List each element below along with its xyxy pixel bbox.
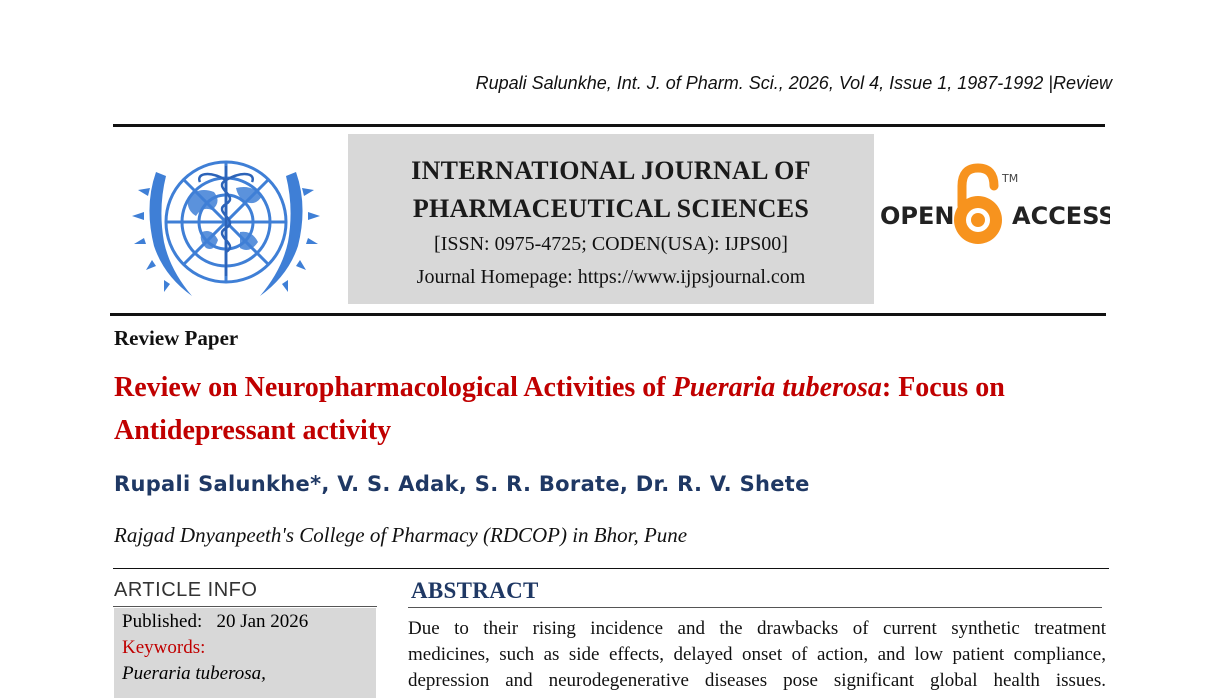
top-rule <box>113 124 1105 127</box>
title-species-name: Pueraria tuberosa <box>672 372 882 403</box>
paper-type-label: Review Paper <box>114 326 239 350</box>
published-row <box>122 609 368 635</box>
title-part1: Review on Neuropharmacological Activities of <box>114 372 673 403</box>
abstract-underline <box>408 607 1102 608</box>
journal-name <box>348 152 874 228</box>
keyword-item <box>122 661 368 687</box>
open-access-lock-icon <box>878 162 1110 254</box>
author-affiliation: Rajgad Dnyanpeeth's College of Pharmacy (RDCOP) in Bhor, Pune <box>114 523 688 547</box>
running-header-citation: Rupali Salunkhe, Int. J. of Pharm. Sci., 2026, Vol 4, Issue 1, 1987-1992 |Review <box>475 73 1112 93</box>
abstract-line: medicines, such as side effects, delayed onset of action, and low patient compliance, <box>408 644 1106 665</box>
section-divider-rule <box>113 568 1109 569</box>
abstract-line: depression and neurodegenerative diseases pose significant global health issues. <box>408 670 1106 691</box>
journal-name-line1: INTERNATIONAL JOURNAL OF <box>411 156 811 185</box>
open-access-left-text: OPEN <box>880 202 955 230</box>
article-info-box <box>114 608 376 698</box>
published-date: 20 Jan 2026 <box>216 611 309 632</box>
journal-masthead-box <box>348 134 874 304</box>
title-part2: : Focus on Antidepressant activity <box>114 372 1005 446</box>
keyword-text: Pueraria tuberosa, <box>122 663 266 684</box>
globe-caduceus-emblem-icon <box>126 136 326 308</box>
abstract-line: Due to their rising incidence and the drawbacks of current synthetic treatment <box>408 618 1106 639</box>
open-access-logo <box>878 162 1110 254</box>
article-info-underline <box>113 606 377 607</box>
journal-name-line2: PHARMACEUTICAL SCIENCES <box>412 194 810 223</box>
article-title <box>114 366 1114 452</box>
abstract-body <box>408 616 1106 694</box>
open-access-right-text: ACCESS <box>1012 202 1110 230</box>
journal-issn: [ISSN: 0975-4725; CODEN(USA): IJPS00] <box>434 233 788 255</box>
trademark-mark: TM <box>1002 172 1019 185</box>
published-label: Published: <box>122 611 203 632</box>
masthead-bottom-rule <box>110 313 1106 316</box>
journal-logo <box>126 136 326 308</box>
keywords-label: Keywords: <box>122 637 206 658</box>
article-info-heading: ARTICLE INFO <box>114 579 258 601</box>
author-list: Rupali Salunkhe*, V. S. Adak, S. R. Borate, Dr. R. V. Shete <box>114 472 810 496</box>
abstract-heading: ABSTRACT <box>411 578 539 603</box>
journal-homepage[interactable]: Journal Homepage: https://www.ijpsjournal.com <box>416 266 806 288</box>
